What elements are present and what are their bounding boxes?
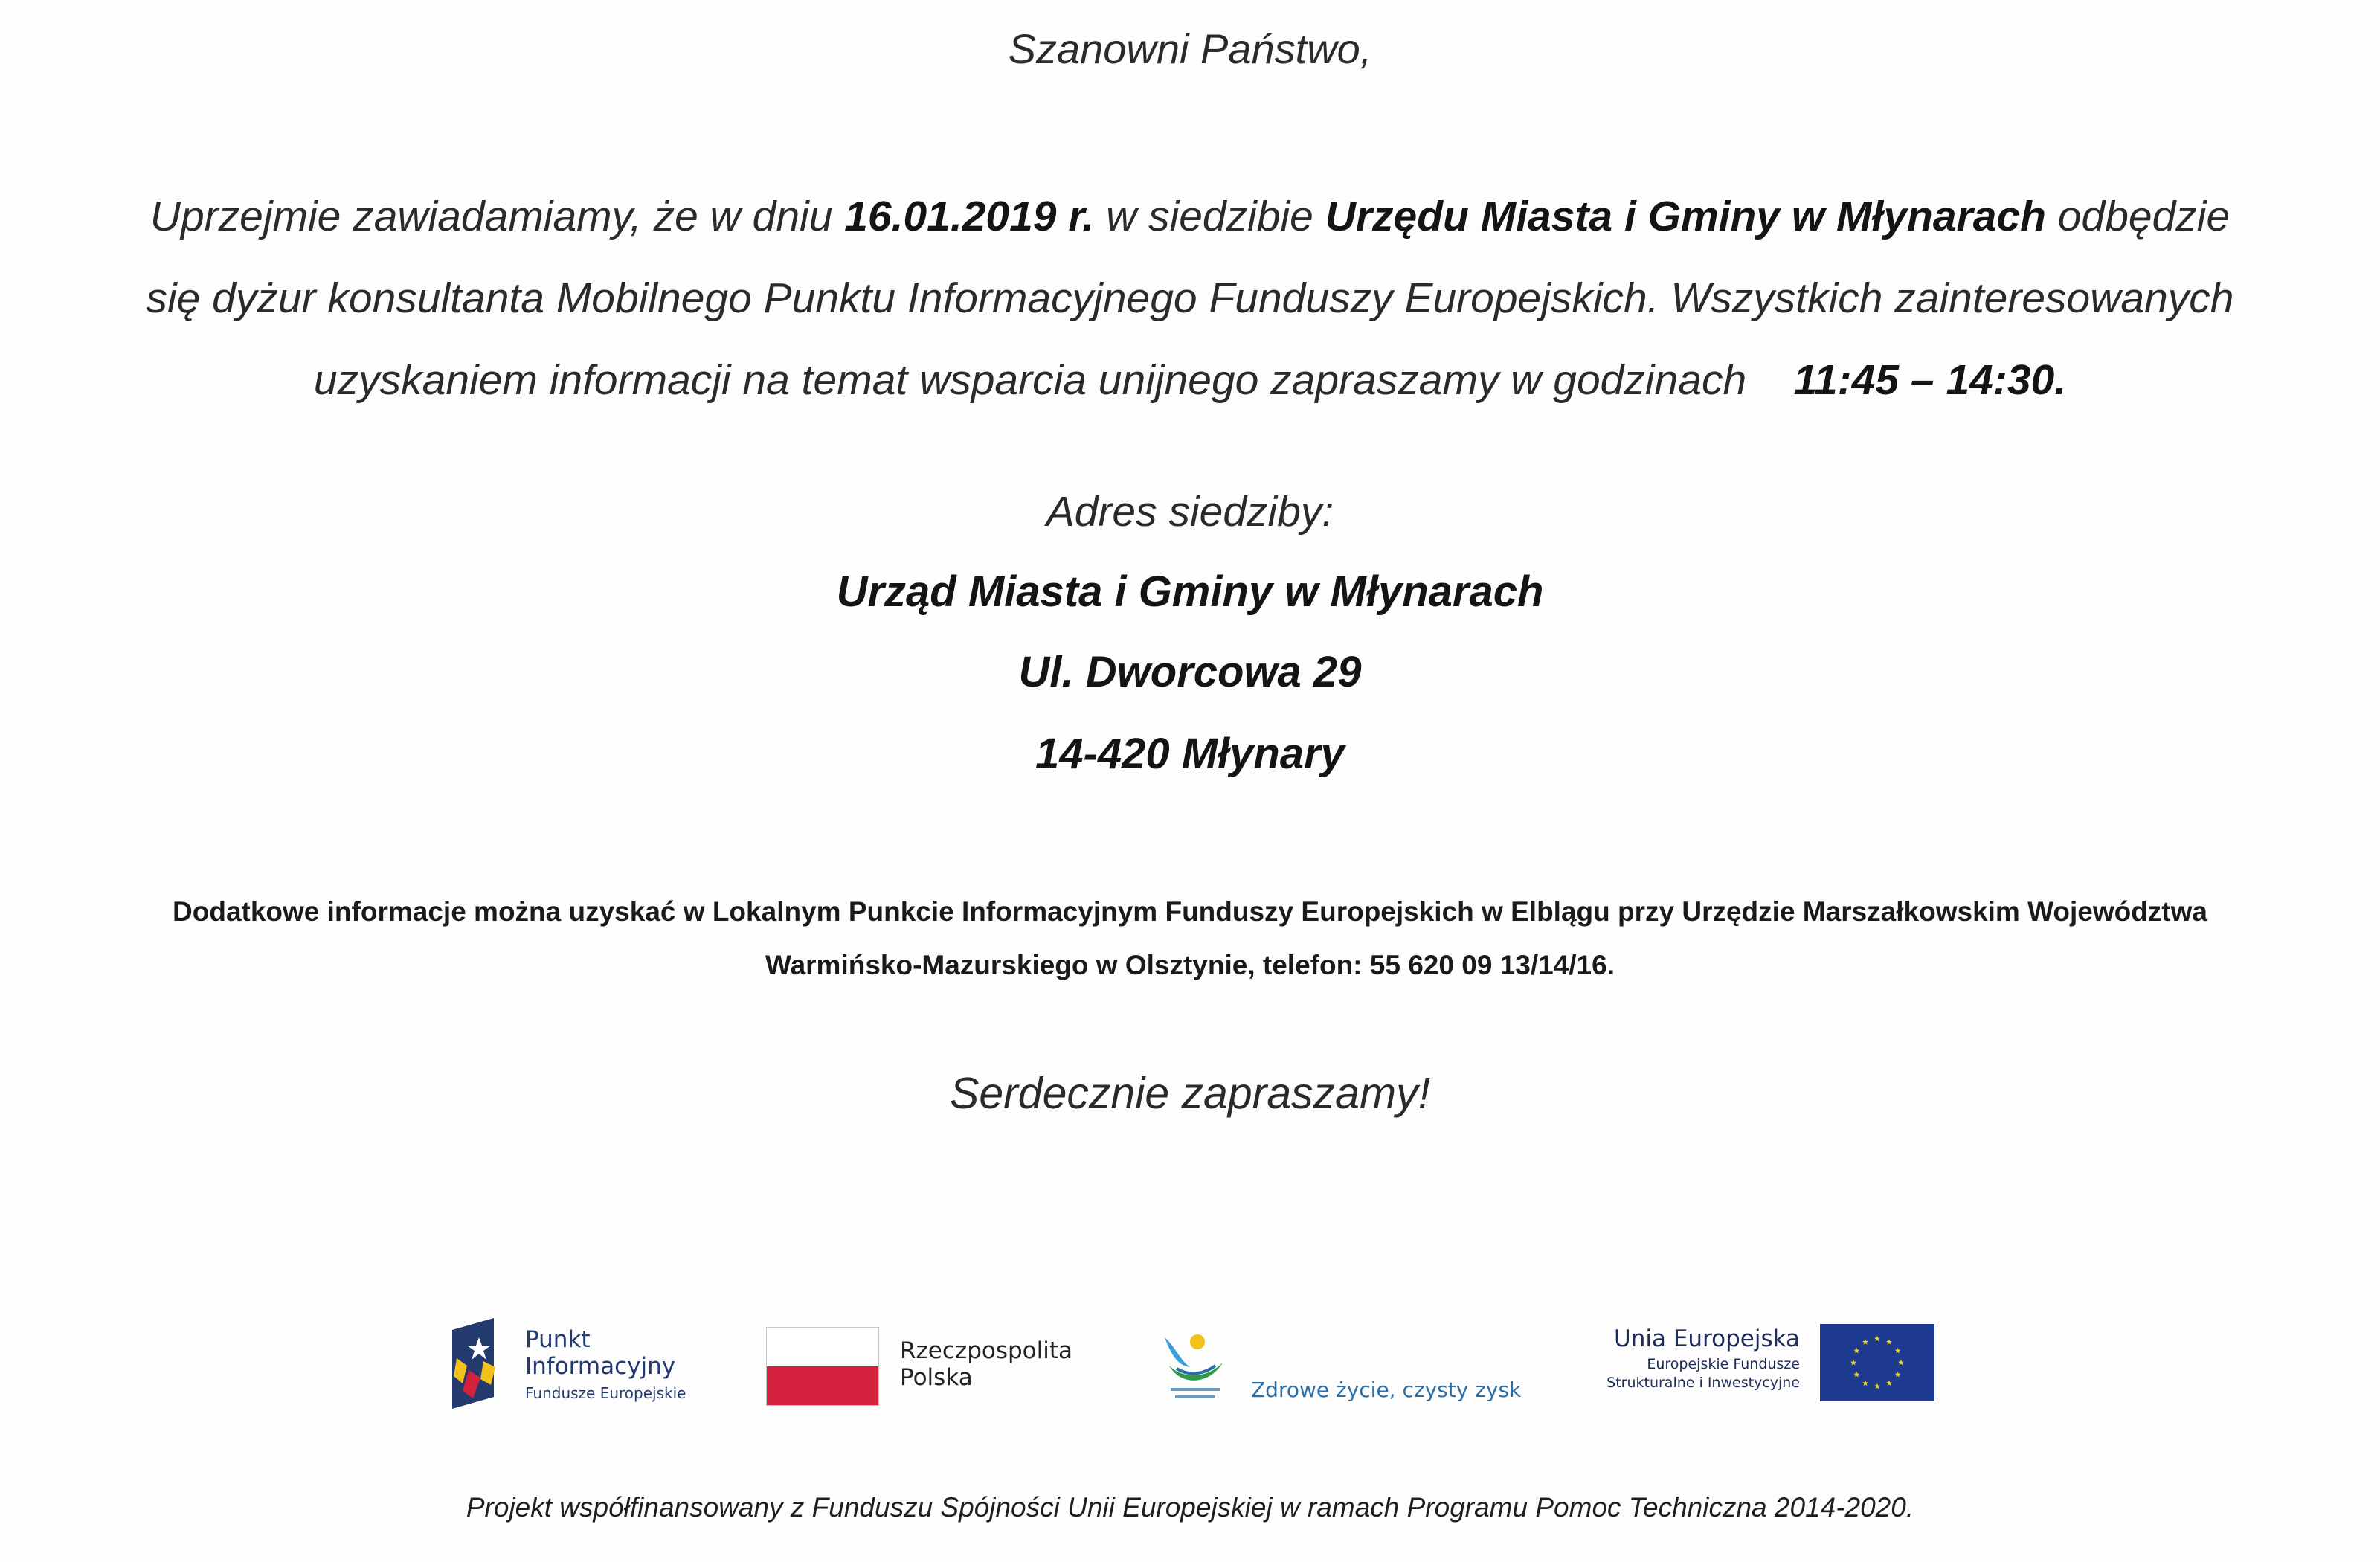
rzeczpospolita-line-1: Rzeczpospolita — [900, 1337, 1073, 1364]
warmia-mazury-icon — [1157, 1324, 1232, 1406]
additional-info-line-1: Dodatkowe informacje można uzyskać w Lokalnym Punkcie Informacyjnym Funduszy Europejskich w Elblągu przy Urzędzie Marszałkowskim Województwa — [173, 896, 2207, 927]
closing: Serdecznie zapraszamy! — [949, 1069, 1430, 1118]
ue-line-3: Strukturalne i Inwestycyjne — [1606, 1375, 1800, 1391]
footer-note: Projekt współfinansowany z Funduszu Spójności Unii Europejskiej w ramach Programu Pomoc Techniczna 2014-2020. — [466, 1492, 1914, 1523]
main-paragraph — [0, 176, 2380, 421]
rzeczpospolita-line-2: Polska — [900, 1364, 973, 1391]
eu-flag-icon — [1820, 1324, 1934, 1401]
address-line-2: Ul. Dworcowa 29 — [1018, 648, 1362, 696]
address-line-3: 14-420 Młynary — [1035, 730, 1345, 778]
punkt-line-3: Fundusze Europejskie — [525, 1384, 686, 1402]
event-hours: 11:45 – 14:30. — [1793, 356, 2067, 404]
punkt-line-1: Punkt — [525, 1326, 591, 1353]
warmia-slogan: Zdrowe życie, czysty zysk — [1251, 1378, 1522, 1402]
punkt-informacyjny-icon — [449, 1315, 509, 1412]
address-line-1: Urząd Miasta i Gminy w Młynarach — [836, 568, 1544, 616]
address-label: Adres siedziby: — [1046, 488, 1334, 536]
greeting: Szanowni Państwo, — [1008, 25, 1372, 72]
event-date: 16.01.2019 r. — [844, 193, 1095, 240]
punkt-line-2: Informacyjny — [525, 1353, 676, 1380]
paragraph-line-3: uzyskaniem informacji na temat wsparcia unijnego zapraszamy w godzinach 11:45 – 14:30. — [313, 356, 2067, 404]
ue-line-2: Europejskie Fundusze — [1647, 1356, 1800, 1372]
polish-flag-icon — [766, 1327, 879, 1406]
additional-info-line-2: Warmińsko-Mazurskiego w Olsztynie, telefon: 55 620 09 13/14/16. — [765, 950, 1615, 980]
paragraph-line-1: Uprzejmie zawiadamiamy, że w dniu 16.01.2019 r. w siedzibie Urzędu Miasta i Gminy w Młynarach odbędzie — [149, 193, 2231, 240]
office-name: Urzędu Miasta i Gminy w Młynarach — [1325, 193, 2046, 240]
additional-info — [0, 885, 2380, 992]
paragraph-line-2: się dyżur konsultanta Mobilnego Punktu Informacyjnego Funduszy Europejskich. Wszystkich zainteresowanych — [146, 274, 2234, 322]
ue-line-1: Unia Europejska — [1614, 1325, 1800, 1352]
